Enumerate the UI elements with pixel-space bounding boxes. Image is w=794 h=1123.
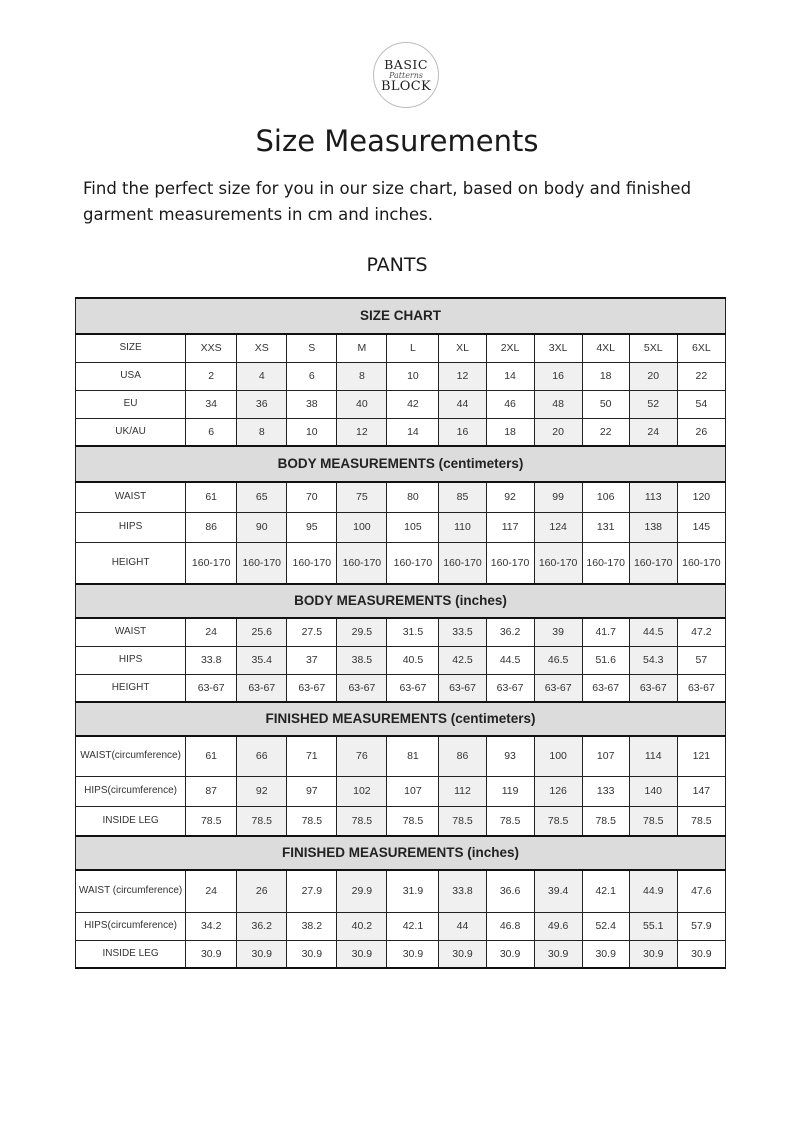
table-cell: 10 [387, 362, 439, 390]
table-cell: L [387, 334, 439, 362]
table-cell: 160-170 [439, 542, 486, 584]
table-cell: 46.8 [486, 912, 534, 940]
table-cell: 31.9 [387, 870, 439, 912]
table-cell: 37 [287, 646, 337, 674]
table-cell: 70 [287, 482, 337, 512]
table-cell: 30.9 [337, 940, 387, 968]
table-cell: 85 [439, 482, 486, 512]
table-cell: 65 [237, 482, 287, 512]
table-cell: 90 [237, 512, 287, 542]
table-cell: 63-67 [629, 674, 677, 702]
table-cell: 16 [439, 418, 486, 446]
table-cell: 24 [629, 418, 677, 446]
table-cell: 20 [629, 362, 677, 390]
table-cell: 147 [677, 776, 725, 806]
table-cell: 42.1 [582, 870, 629, 912]
table-cell: 52 [629, 390, 677, 418]
table-cell: 78.5 [337, 806, 387, 836]
row-label: HIPS [76, 646, 186, 674]
table-cell: 49.6 [534, 912, 582, 940]
table-cell: 20 [534, 418, 582, 446]
table-cell: 121 [677, 736, 725, 776]
table-cell: 86 [439, 736, 486, 776]
table-cell: 30.9 [629, 940, 677, 968]
body-cm-row [76, 542, 726, 584]
fin-in-row [76, 870, 726, 912]
table-cell: 63-67 [337, 674, 387, 702]
table-cell: 6XL [677, 334, 725, 362]
table-cell: 99 [534, 482, 582, 512]
table-cell: 30.9 [582, 940, 629, 968]
row-label: WAIST(circumference) [76, 736, 186, 776]
table-cell: 61 [186, 736, 237, 776]
size-chart-table [75, 297, 726, 969]
table-cell: 33.8 [439, 870, 486, 912]
table-cell: 160-170 [287, 542, 337, 584]
table-cell: 34 [186, 390, 237, 418]
table-cell: 4XL [582, 334, 629, 362]
table-cell: 33.8 [186, 646, 237, 674]
table-cell: 12 [337, 418, 387, 446]
table-cell: 160-170 [534, 542, 582, 584]
table-cell: 63-67 [186, 674, 237, 702]
body-cm-row [76, 512, 726, 542]
table-cell: 51.6 [582, 646, 629, 674]
page-title: Size Measurements [255, 124, 539, 158]
table-cell: 44 [439, 912, 486, 940]
table-cell: 160-170 [582, 542, 629, 584]
body-in-header-row [76, 584, 726, 618]
table-cell: 36 [237, 390, 287, 418]
brand-logo [373, 42, 439, 108]
table-cell: 40.5 [387, 646, 439, 674]
row-label: INSIDE LEG [76, 940, 186, 968]
table-cell: 22 [677, 362, 725, 390]
table-cell: 26 [237, 870, 287, 912]
body-cm-header-row [76, 446, 726, 482]
table-cell: M [337, 334, 387, 362]
table-cell: 25.6 [237, 618, 287, 646]
logo-line-basic: BASIC [384, 57, 428, 72]
row-label: INSIDE LEG [76, 806, 186, 836]
table-cell: 160-170 [677, 542, 725, 584]
table-cell: 30.9 [534, 940, 582, 968]
table-cell: XL [439, 334, 486, 362]
table-cell: 33.5 [439, 618, 486, 646]
size-chart-header: SIZE CHART [76, 298, 726, 334]
table-cell: 34.2 [186, 912, 237, 940]
table-cell: 14 [387, 418, 439, 446]
fin-in-row [76, 940, 726, 968]
table-cell: 2 [186, 362, 237, 390]
table-cell: S [287, 334, 337, 362]
table-cell: 50 [582, 390, 629, 418]
size-row [76, 418, 726, 446]
table-cell: 6 [287, 362, 337, 390]
table-cell: 66 [237, 736, 287, 776]
table-cell: 6 [186, 418, 237, 446]
table-cell: 87 [186, 776, 237, 806]
table-cell: 46 [486, 390, 534, 418]
size-row [76, 334, 726, 362]
table-cell: 78.5 [582, 806, 629, 836]
table-cell: 36.6 [486, 870, 534, 912]
fin-in-header: FINISHED MEASUREMENTS (inches) [76, 836, 726, 870]
table-cell: 46.5 [534, 646, 582, 674]
table-cell: 5XL [629, 334, 677, 362]
table-cell: 44.5 [486, 646, 534, 674]
row-label: UK/AU [76, 418, 186, 446]
fin-cm-header: FINISHED MEASUREMENTS (centimeters) [76, 702, 726, 736]
table-cell: 2XL [486, 334, 534, 362]
table-cell: 93 [486, 736, 534, 776]
table-cell: XXS [186, 334, 237, 362]
fin-in-header-row [76, 836, 726, 870]
table-cell: 81 [387, 736, 439, 776]
table-cell: 40 [337, 390, 387, 418]
table-cell: 78.5 [534, 806, 582, 836]
body-cm-row [76, 482, 726, 512]
table-cell: 30.9 [387, 940, 439, 968]
table-cell: 63-67 [677, 674, 725, 702]
table-cell: 119 [486, 776, 534, 806]
table-cell: 54 [677, 390, 725, 418]
table-cell: 124 [534, 512, 582, 542]
table-cell: 54.3 [629, 646, 677, 674]
table-cell: 133 [582, 776, 629, 806]
table-cell: 30.9 [287, 940, 337, 968]
body-in-row [76, 646, 726, 674]
table-cell: 110 [439, 512, 486, 542]
table-cell: 63-67 [582, 674, 629, 702]
row-label: WAIST (circumference) [76, 870, 186, 912]
table-cell: 78.5 [439, 806, 486, 836]
table-cell: 24 [186, 618, 237, 646]
table-cell: 102 [337, 776, 387, 806]
table-cell: 140 [629, 776, 677, 806]
table-cell: 42.1 [387, 912, 439, 940]
table-cell: 160-170 [629, 542, 677, 584]
table-cell: 61 [186, 482, 237, 512]
table-cell: 30.9 [486, 940, 534, 968]
table-cell: 52.4 [582, 912, 629, 940]
row-label: HIPS(circumference) [76, 776, 186, 806]
table-cell: 80 [387, 482, 439, 512]
table-cell: 160-170 [237, 542, 287, 584]
table-cell: 75 [337, 482, 387, 512]
table-cell: 44 [439, 390, 486, 418]
fin-cm-row [76, 806, 726, 836]
table-cell: 78.5 [629, 806, 677, 836]
table-cell: 24 [186, 870, 237, 912]
table-cell: 106 [582, 482, 629, 512]
table-cell: 160-170 [387, 542, 439, 584]
body-in-header: BODY MEASUREMENTS (inches) [76, 584, 726, 618]
table-cell: 30.9 [677, 940, 725, 968]
row-label: WAIST [76, 482, 186, 512]
table-cell: 78.5 [677, 806, 725, 836]
table-cell: 31.5 [387, 618, 439, 646]
size-row [76, 390, 726, 418]
table-cell: 78.5 [486, 806, 534, 836]
table-cell: 16 [534, 362, 582, 390]
table-cell: 8 [237, 418, 287, 446]
table-cell: 92 [486, 482, 534, 512]
table-cell: 47.2 [677, 618, 725, 646]
body-cm-header: BODY MEASUREMENTS (centimeters) [76, 446, 726, 482]
logo-line-script: Patterns [388, 71, 424, 80]
table-cell: 40.2 [337, 912, 387, 940]
table-cell: 76 [337, 736, 387, 776]
size-chart-body [76, 298, 726, 968]
table-cell: 63-67 [534, 674, 582, 702]
table-cell: 14 [486, 362, 534, 390]
fin-cm-row [76, 776, 726, 806]
table-cell: 100 [337, 512, 387, 542]
table-cell: 55.1 [629, 912, 677, 940]
table-cell: 86 [186, 512, 237, 542]
table-cell: 29.5 [337, 618, 387, 646]
size-row [76, 362, 726, 390]
table-cell: 39 [534, 618, 582, 646]
table-cell: 114 [629, 736, 677, 776]
table-cell: 117 [486, 512, 534, 542]
table-cell: 57.9 [677, 912, 725, 940]
logo-line-block: BLOCK [380, 79, 431, 94]
table-cell: 160-170 [337, 542, 387, 584]
table-cell: 107 [582, 736, 629, 776]
table-cell: 38.5 [337, 646, 387, 674]
table-cell: 47.6 [677, 870, 725, 912]
table-cell: 39.4 [534, 870, 582, 912]
table-cell: 63-67 [237, 674, 287, 702]
table-cell: 63-67 [287, 674, 337, 702]
table-cell: 78.5 [186, 806, 237, 836]
table-cell: 18 [486, 418, 534, 446]
table-cell: 4 [237, 362, 287, 390]
table-cell: 107 [387, 776, 439, 806]
body-in-row [76, 674, 726, 702]
table-cell: 48 [534, 390, 582, 418]
table-cell: 38 [287, 390, 337, 418]
table-cell: 30.9 [439, 940, 486, 968]
body-in-row [76, 618, 726, 646]
table-cell: 78.5 [387, 806, 439, 836]
page-subtitle: Find the perfect size for you in our size chart, based on body and finished garment measurements in cm and inches. [83, 179, 692, 224]
table-cell: 63-67 [439, 674, 486, 702]
table-cell: 30.9 [186, 940, 237, 968]
table-cell: 63-67 [387, 674, 439, 702]
table-cell: 120 [677, 482, 725, 512]
table-cell: 42 [387, 390, 439, 418]
table-cell: XS [237, 334, 287, 362]
table-cell: 27.5 [287, 618, 337, 646]
table-cell: 27.9 [287, 870, 337, 912]
table-cell: 113 [629, 482, 677, 512]
table-cell: 22 [582, 418, 629, 446]
table-cell: 138 [629, 512, 677, 542]
table-cell: 160-170 [186, 542, 237, 584]
table-cell: 105 [387, 512, 439, 542]
table-cell: 18 [582, 362, 629, 390]
section-title: PANTS [366, 254, 428, 276]
table-cell: 12 [439, 362, 486, 390]
table-cell: 36.2 [486, 618, 534, 646]
size-chart-header-row [76, 298, 726, 334]
table-cell: 3XL [534, 334, 582, 362]
row-label: USA [76, 362, 186, 390]
table-cell: 41.7 [582, 618, 629, 646]
table-cell: 95 [287, 512, 337, 542]
table-cell: 112 [439, 776, 486, 806]
table-cell: 78.5 [287, 806, 337, 836]
table-cell: 30.9 [237, 940, 287, 968]
table-cell: 57 [677, 646, 725, 674]
table-cell: 78.5 [237, 806, 287, 836]
row-label: EU [76, 390, 186, 418]
fin-in-row [76, 912, 726, 940]
row-label: SIZE [76, 334, 186, 362]
table-cell: 35.4 [237, 646, 287, 674]
table-cell: 26 [677, 418, 725, 446]
table-cell: 44.9 [629, 870, 677, 912]
table-cell: 10 [287, 418, 337, 446]
table-cell: 38.2 [287, 912, 337, 940]
fin-cm-row [76, 736, 726, 776]
row-label: HIPS(circumference) [76, 912, 186, 940]
table-cell: 36.2 [237, 912, 287, 940]
row-label: HEIGHT [76, 674, 186, 702]
table-cell: 42.5 [439, 646, 486, 674]
table-cell: 100 [534, 736, 582, 776]
table-cell: 145 [677, 512, 725, 542]
table-cell: 63-67 [486, 674, 534, 702]
row-label: HIPS [76, 512, 186, 542]
fin-cm-header-row [76, 702, 726, 736]
table-cell: 160-170 [486, 542, 534, 584]
row-label: WAIST [76, 618, 186, 646]
table-cell: 8 [337, 362, 387, 390]
table-cell: 126 [534, 776, 582, 806]
table-cell: 44.5 [629, 618, 677, 646]
row-label: HEIGHT [76, 542, 186, 584]
table-cell: 131 [582, 512, 629, 542]
table-cell: 92 [237, 776, 287, 806]
table-cell: 97 [287, 776, 337, 806]
table-cell: 29.9 [337, 870, 387, 912]
table-cell: 71 [287, 736, 337, 776]
